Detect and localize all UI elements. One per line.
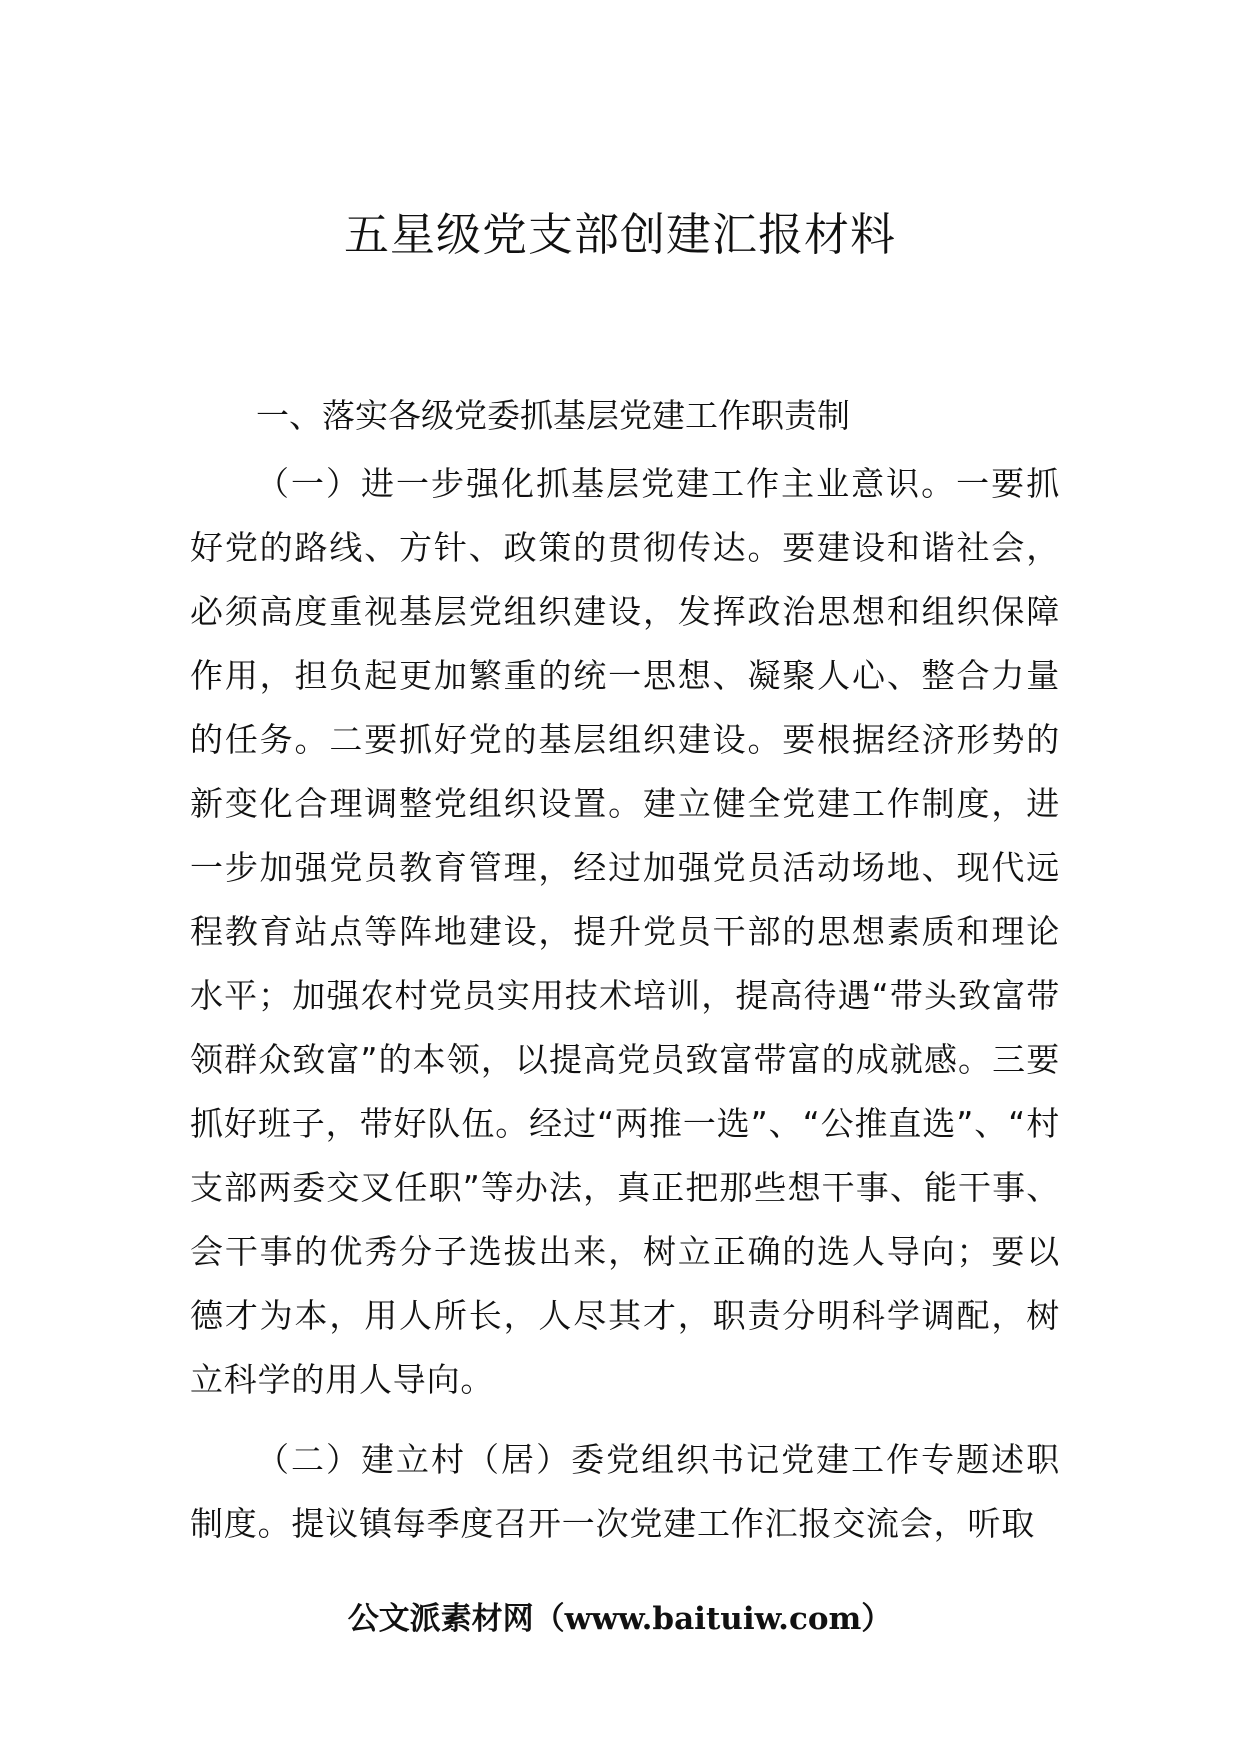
section-heading: 一、落实各级党委抓基层党建工作职责制 [256,396,850,435]
footer-source: 公文派素材网（www.baituiw.com） [347,1601,893,1637]
document-title: 五星级党支部创建汇报材料 [343,208,896,261]
body-paragraph-1: （一）进一步强化抓基层党建工作主业意识。一要抓好党的路线、方针、政策的贯彻传达。要建设和谐社会，必须高度重视基层党组织建设，发挥政治思想和组织保障作用，担负起更加繁重的统一思想、凝聚人心、整合力量的任务。二要抓好党的基层组织建设。要根据经济形势的新变化合理调整党组织设置。建立健全党建工作制度，进一步加强党员教育管理，经过加强党员活动场地、现代远程教育站点等阵地建设，提升党员干部的思想素质和理论水平；加强农村党员实用技术培训，提高待遇“带头致富带领群众致富”的本领，以提高党员致富带富的成就感。三要抓好班子，带好队伍。经过“两推一选”、“公推直选”、“村支部两委交叉任职”等办法，真正把那些想干事、能干事、会干事的优秀分子选拔出来，树立正确的选人导向；要以德才为本，用人所长，人尽其才，职责分明科学调配，树立科学的用人导向。 [190,464,1060,1399]
body-paragraph-2: （二）建立村（居）委党组织书记党建工作专题述职制度。提议镇每季度召开一次党建工作汇报交流会，听取 [190,1440,1060,1543]
